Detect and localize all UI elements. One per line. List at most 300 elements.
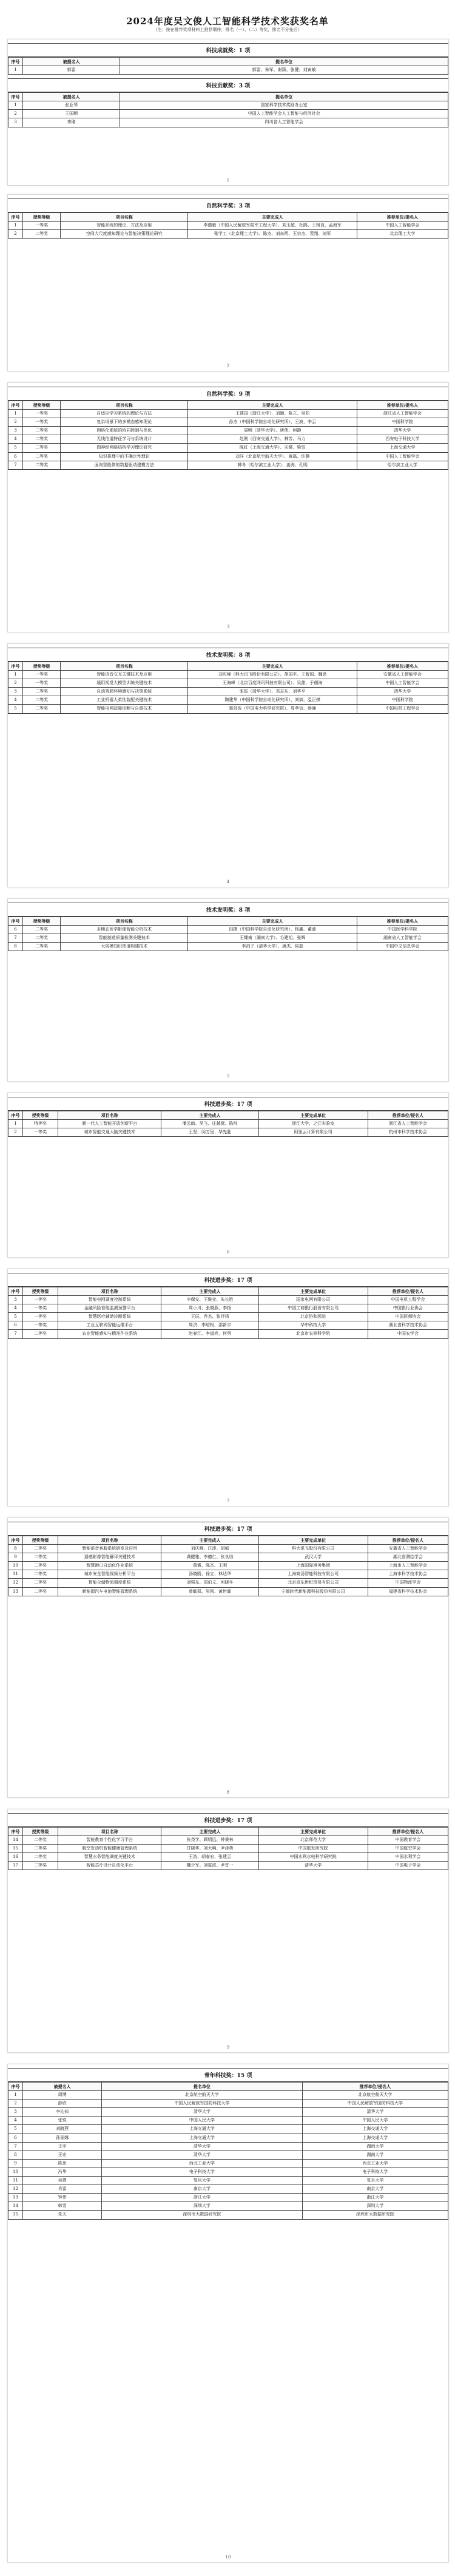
table-cell: 一等奖 [23, 671, 61, 679]
award-table [8, 1536, 448, 1596]
table-row [8, 2168, 448, 2176]
table-cell: 肖雷 [23, 2185, 102, 2194]
table-row [8, 1296, 448, 1304]
table-header-row [8, 917, 448, 926]
table-cell: 15 [8, 1845, 23, 1853]
table-cell: 陈思 [23, 2159, 102, 2168]
table-row [8, 1128, 448, 1137]
table-cell: 中国电机工程学会 [368, 1296, 448, 1304]
column-header: 序号 [8, 1828, 23, 1836]
table-cell: 赵春江、李道亮、何勇 [161, 1330, 258, 1338]
section-title: 科技进步奖：17 项 [8, 1813, 448, 1827]
award-table [8, 57, 448, 75]
column-header: 提名单位 [120, 58, 448, 66]
table-row [8, 230, 448, 239]
document-title: 2024年度吴文俊人工智能科学技术奖获奖名单 [126, 16, 329, 27]
table-header-row [8, 1287, 448, 1296]
column-header: 主要完成单位 [258, 1111, 368, 1120]
document-page [7, 382, 449, 632]
table-cell: 工业互联网智能运维平台 [58, 1321, 161, 1330]
table-cell: 1 [8, 66, 23, 75]
table-cell: 大规模知识图谱构建技术 [61, 943, 188, 951]
table-row [8, 222, 448, 230]
section-title: 青年科技奖：15 项 [8, 2068, 448, 2082]
page-number: 2 [226, 364, 230, 368]
table-cell: 周济、李培根、邵新宇 [161, 1321, 258, 1330]
document-page [7, 1093, 449, 1258]
table-cell: 王辰、乔杰、张抒扬 [161, 1313, 258, 1321]
table-cell: 4 [8, 2117, 23, 2125]
table-cell: 智能语音交互关键技术及应用 [61, 671, 188, 679]
table-cell: 刘庆峰、江涛、胡郁 [161, 1545, 258, 1553]
table-cell: 中国电机工程学会 [357, 705, 448, 713]
table-cell: 杭州市科学技术协会 [368, 1128, 448, 1137]
table-cell: 面向智能体的数据驱动建模方法 [61, 461, 188, 469]
table-cell: 北京京东世纪贸易有限公司 [258, 1579, 368, 1587]
table-cell: 5 [8, 2125, 23, 2134]
table-row [8, 2159, 448, 2168]
table-cell: 清华大学 [258, 1862, 368, 1870]
table-cell: 上海国际港务集团 [258, 1562, 368, 1570]
award-table [8, 2082, 448, 2220]
table-cell: 一等奖 [23, 1296, 58, 1304]
table-cell: 二等奖 [23, 444, 61, 452]
table-cell: 14 [8, 2202, 23, 2211]
column-header: 序号 [8, 58, 23, 66]
table-cell: 四川省人工智能学会 [120, 118, 448, 127]
column-header: 序号 [8, 2083, 23, 2091]
table-cell: 湖南大学 [302, 2142, 448, 2151]
table-cell: 知识推理中的不确定性理论 [61, 452, 188, 461]
table-cell: 5 [8, 444, 23, 452]
table-cell: 2 [8, 679, 23, 688]
table-cell: 钟伟 [23, 2194, 102, 2202]
table-row [8, 444, 448, 452]
table-cell: 6 [8, 1321, 23, 1330]
table-cell: 智能芯片设计自动化平台 [58, 1862, 161, 1870]
table-cell: 7 [8, 1330, 23, 1338]
table-cell: 二等奖 [23, 1545, 58, 1553]
table-cell: 5 [8, 705, 23, 713]
table-cell: 二等奖 [23, 1845, 58, 1853]
table-header-row [8, 1828, 448, 1836]
award-table [8, 1827, 448, 1870]
column-header: 主要完成人 [188, 662, 357, 671]
award-table [8, 212, 448, 239]
table-cell: 安徽省人工智能学会 [357, 671, 448, 679]
table-cell: 中国电子学会 [368, 1862, 448, 1870]
table-cell: 刘庆峰（科大讯飞股份有限公司）、胡国平、王智国、魏思 [188, 671, 357, 679]
table-cell: 3 [8, 2108, 23, 2117]
table-row [8, 926, 448, 934]
table-row [8, 2177, 448, 2185]
table-cell: 国家电网有限公司 [258, 1296, 368, 1304]
table-cell: 4 [8, 696, 23, 705]
table-cell: 特等奖 [23, 1120, 58, 1128]
table-cell: 中国水利水电科学研究院 [258, 1853, 368, 1862]
table-cell: 网络化系统的协同控制与优化 [61, 427, 188, 435]
table-cell: 中国教育学会 [368, 1836, 448, 1845]
table-cell: 二等奖 [23, 1853, 58, 1862]
table-cell: 刘晓燕 [23, 2125, 102, 2134]
table-row [8, 66, 448, 75]
table-cell: 2 [8, 2100, 23, 2108]
column-header: 主要完成人 [161, 1111, 258, 1120]
table-cell: 5 [8, 1313, 23, 1321]
table-cell: 张学工（北京理工大学）、陈杰、刘东明、王宗杰、裴翔、刘军 [188, 230, 357, 239]
column-header: 推荐单位/提名人 [368, 1828, 448, 1836]
column-header: 序号 [8, 1287, 23, 1296]
table-row [8, 2194, 448, 2202]
document-page [7, 1809, 449, 2053]
table-cell: 多模态医学影像智能分析技术 [61, 926, 188, 934]
column-header: 序号 [8, 1536, 23, 1545]
table-cell: 中国农学会 [368, 1330, 448, 1338]
table-cell: 8 [8, 1545, 23, 1553]
table-cell: 王浩、胡春宏、张建云 [161, 1853, 258, 1862]
table-cell: 通用视觉大模型训练关键技术 [61, 679, 188, 688]
table-row [8, 1545, 448, 1553]
table-cell: 自动驾驶环境感知与决策系统 [61, 688, 188, 696]
section-title: 科技进步奖：17 项 [8, 1522, 448, 1536]
table-cell: 10 [8, 2168, 23, 2176]
table-cell: 浙江省人工智能学会 [357, 410, 448, 418]
table-cell: 张尧学、顾明远、钟秉林 [161, 1836, 258, 1845]
award-table [8, 917, 448, 951]
table-cell: 中国医师协会 [368, 1313, 448, 1321]
table-cell: 武汉大学 [258, 1553, 368, 1562]
column-header: 提名单位 [102, 2083, 302, 2091]
table-cell: 深圳市大数据研究院 [102, 2211, 302, 2219]
column-header: 推荐单位/提名人 [357, 213, 448, 222]
table-cell: 甘晓华、刘大响、尹泽勇 [161, 1845, 258, 1853]
table-cell: 北京理工大学 [357, 230, 448, 239]
table-cell: 电子科技大学 [302, 2168, 448, 2176]
table-cell: 复杂场景下的多模态感知理论 [61, 418, 188, 427]
table-cell: 新能源汽车电池智能管理系统 [58, 1587, 161, 1596]
document-page [7, 1517, 449, 1798]
table-cell: 1 [8, 671, 23, 679]
column-header: 项目名称 [61, 917, 188, 926]
table-cell: 智能教育个性化学习平台 [58, 1836, 161, 1845]
table-header-row [8, 213, 448, 222]
column-header: 提名单位 [120, 93, 448, 101]
page-number: 9 [226, 2045, 230, 2050]
table-cell: 一等奖 [23, 1128, 58, 1137]
table-header-row [8, 662, 448, 671]
table-cell: 周小川、张晓燕、李扬 [161, 1304, 258, 1313]
table-cell: 二等奖 [23, 705, 61, 713]
table-cell: 智慧港口自动化作业系统 [58, 1562, 161, 1570]
table-cell: 辛保安、王继业、朱长胜 [161, 1296, 258, 1304]
document-page [7, 2064, 449, 2563]
table-cell: 北京市农林科学院 [258, 1330, 368, 1338]
table-cell: 汤晓鸥、徐立、林达华 [161, 1570, 258, 1579]
table-cell: 6 [8, 452, 23, 461]
table-row [8, 101, 448, 110]
table-cell: 深圳市大数据研究院 [302, 2211, 448, 2219]
table-row [8, 2134, 448, 2142]
table-cell: 上海交通大学 [102, 2134, 302, 2142]
section-title: 自然科学奖：3 项 [8, 198, 448, 212]
table-row [8, 118, 448, 127]
table-cell: 上海市人工智能学会 [368, 1562, 448, 1570]
table-cell: 湖南大学 [302, 2151, 448, 2159]
column-header: 授奖等级 [23, 1287, 58, 1296]
column-header: 推荐单位/提名人 [357, 662, 448, 671]
section-title: 自然科学奖：9 项 [8, 387, 448, 401]
table-cell: 黄震、陈杰、王刚 [161, 1562, 258, 1570]
table-cell: 陈红（上海交通大学）、宋健、梁雪 [188, 444, 357, 452]
table-cell: 中国航空学会 [368, 1845, 448, 1853]
table-cell: 一等奖 [23, 222, 61, 230]
table-cell: 14 [8, 1836, 23, 1845]
table-header-row [8, 1536, 448, 1545]
table-cell: 1 [8, 1120, 23, 1128]
table-cell: 北京航空航天大学 [302, 2091, 448, 2100]
section-title: 科技贡献奖：3 项 [8, 78, 448, 92]
table-cell: 上海市科学技术协会 [368, 1570, 448, 1579]
table-cell: 中国中文信息学会 [357, 943, 448, 951]
award-table [8, 92, 448, 127]
table-cell: 城市智能交通大脑关键技术 [58, 1128, 161, 1137]
table-cell: 11 [8, 1570, 23, 1579]
column-header: 授奖等级 [23, 213, 61, 222]
column-header: 推荐单位/提名人 [302, 2083, 448, 2091]
table-cell: 智能系统的理论、方法及应用 [61, 222, 188, 230]
column-header: 序号 [8, 401, 23, 410]
table-cell: 一等奖 [23, 1313, 58, 1321]
column-header: 项目名称 [61, 662, 188, 671]
table-cell: 1 [8, 2091, 23, 2100]
table-cell: 二等奖 [23, 1579, 58, 1587]
table-cell: 4 [8, 435, 23, 444]
table-cell: 二等奖 [23, 1330, 58, 1338]
table-row [8, 696, 448, 705]
document-subtitle: （注：按在推荐奖项材料上推荐顺序，排名（一）、（二）等奖，排名不分先后） [153, 27, 302, 32]
table-cell: 智能仓储物流调度系统 [58, 1579, 161, 1587]
table-cell: 刘洋（北京航空航天大学）、黄磊、许静 [188, 452, 357, 461]
table-row [8, 1862, 448, 1870]
table-cell: 田捷（中国科学院自动化研究所）、杨鑫、董迪 [188, 926, 357, 934]
table-cell: 自适应学习系统的理论与方法 [61, 410, 188, 418]
table-cell: 8 [8, 943, 23, 951]
table-cell: 15 [8, 2211, 23, 2219]
column-header: 主要完成人 [161, 1287, 258, 1296]
table-cell: 北京协和医院 [258, 1313, 368, 1321]
table-cell: 中国人民解放军国防科技大学 [102, 2100, 302, 2108]
table-cell: 1 [8, 222, 23, 230]
column-header: 序号 [8, 93, 23, 101]
table-cell: 王耀南（湖南大学）、毛建旭、张辉 [188, 934, 357, 943]
table-cell: 浙江大学、之江实验室 [258, 1120, 368, 1128]
table-cell: 二等奖 [23, 1553, 58, 1562]
table-cell: 中国人民大学 [102, 2117, 302, 2125]
document-page [7, 1269, 449, 1507]
table-cell: 福建省科学技术协会 [368, 1587, 448, 1596]
table-row [8, 1304, 448, 1313]
table-cell: 3 [8, 427, 23, 435]
table-cell: 复旦大学 [302, 2177, 448, 2185]
column-header: 被提名人 [23, 93, 120, 101]
table-cell: 12 [8, 2185, 23, 2194]
column-header: 项目名称 [61, 213, 188, 222]
table-cell: 清华大学 [102, 2151, 302, 2159]
table-cell: 中国科学院 [357, 418, 448, 427]
table-cell: 二等奖 [23, 427, 61, 435]
table-cell: 16 [8, 1853, 23, 1862]
table-cell: 曾毓群、吴凯、黄世霖 [161, 1587, 258, 1596]
table-cell: 中国人工智能学会人工智能与经济社会 [120, 110, 448, 118]
table-cell: 3 [8, 1296, 23, 1304]
table-cell: 深圳大学 [102, 2202, 302, 2211]
table-cell: 西北工业大学 [102, 2159, 302, 2168]
table-cell: 二等奖 [23, 696, 61, 705]
section-title: 技术发明奖：8 项 [8, 903, 448, 917]
column-header: 授奖等级 [23, 1111, 58, 1120]
column-header: 推荐单位/提名人 [368, 1287, 448, 1296]
table-row [8, 2211, 448, 2219]
table-cell: 中国水利学会 [368, 1853, 448, 1862]
table-cell: 王国顺 [23, 110, 120, 118]
table-cell: 王宏 [23, 2151, 102, 2159]
table-cell: 7 [8, 934, 23, 943]
table-row [8, 2117, 448, 2125]
table-cell: 国家科学技术奖励办公室 [120, 101, 448, 110]
table-cell: 4 [8, 1304, 23, 1313]
table-cell: 中国人工智能学会 [357, 452, 448, 461]
table-cell: 中国人民大学 [302, 2117, 448, 2125]
table-cell: 2 [8, 1128, 23, 1137]
table-cell: 清华大学 [102, 2142, 302, 2151]
table-cell: 中国医学科学院 [357, 926, 448, 934]
table-cell: 刘强东、周伯文、何晓冬 [161, 1579, 258, 1587]
table-cell: 阿里云计算有限公司 [258, 1128, 368, 1137]
page-number: 3 [226, 625, 230, 629]
column-header: 序号 [8, 1111, 23, 1120]
table-cell: 张锐 [23, 2117, 102, 2125]
table-row [8, 2091, 448, 2100]
column-header: 主要完成人 [188, 917, 357, 926]
table-cell: 11 [8, 2177, 23, 2185]
table-cell: 郭雷、朱军、谢颖、张健、刘寅敏 [120, 66, 448, 75]
table-cell: 新一代人工智能开放创新平台 [58, 1120, 161, 1128]
table-row [8, 461, 448, 469]
table-cell: 科大讯飞股份有限公司 [258, 1545, 368, 1553]
table-cell: 城市安全智能视频分析平台 [58, 1570, 161, 1579]
section-title: 科技进步奖：17 项 [8, 1097, 448, 1111]
table-cell: 二等奖 [23, 1562, 58, 1570]
table-header-row [8, 93, 448, 101]
table-cell: 空间大尺度感知理论与智能决策理论研究 [61, 230, 188, 239]
table-header-row [8, 1111, 448, 1120]
page-number: 10 [225, 2555, 231, 2560]
table-cell: 二等奖 [23, 934, 61, 943]
table-cell: 二等奖 [23, 461, 61, 469]
table-cell: 周博 [23, 2091, 102, 2100]
column-header: 项目名称 [61, 401, 188, 410]
page-number: 7 [226, 1499, 230, 1503]
table-cell: 二等奖 [23, 1836, 58, 1845]
page-number: 4 [226, 880, 230, 884]
column-header: 授奖等级 [23, 401, 61, 410]
table-cell: 西北工业大学 [302, 2159, 448, 2168]
table-cell: 中国银行业协会 [368, 1304, 448, 1313]
column-header: 序号 [8, 662, 23, 671]
column-header: 授奖等级 [23, 917, 61, 926]
table-cell: 南京大学 [302, 2185, 448, 2194]
table-cell: 朱天 [23, 2211, 102, 2219]
table-row [8, 1321, 448, 1330]
table-cell: 王坚、闵万里、华先胜 [161, 1128, 258, 1137]
table-cell: 2 [8, 110, 23, 118]
table-row [8, 418, 448, 427]
table-cell: 西安电子科技大学 [357, 435, 448, 444]
table-row [8, 1845, 448, 1853]
table-cell: 清华大学 [102, 2108, 302, 2117]
table-cell: 张钹（清华大学）、邓志东、刘华平 [188, 688, 357, 696]
table-cell: 智能电网调度控制系统 [58, 1296, 161, 1304]
document-page [7, 898, 449, 1082]
table-cell: 李沁茹 [23, 2108, 102, 2117]
column-header: 序号 [8, 213, 23, 222]
table-header-row [8, 58, 448, 66]
table-cell: 2 [8, 230, 23, 239]
table-cell: 龚健雅、李德仁、张良培 [161, 1553, 258, 1562]
table-cell: 湖北省科学技术协会 [368, 1321, 448, 1330]
column-header: 推荐单位/提名人 [368, 1111, 448, 1120]
table-row [8, 427, 448, 435]
table-cell: 电子科技大学 [102, 2168, 302, 2176]
award-table [8, 401, 448, 470]
table-cell: 哈尔滨工业大学 [357, 461, 448, 469]
table-cell: 安徽省人工智能学会 [368, 1545, 448, 1553]
table-cell: 上海交通大学 [357, 444, 448, 452]
table-cell: 清华大学 [357, 688, 448, 696]
table-cell: 二等奖 [23, 1587, 58, 1596]
table-cell: 1 [8, 410, 23, 418]
table-row [8, 688, 448, 696]
table-cell: 12 [8, 1579, 23, 1587]
table-cell: 孙杰（中国科学院自动化研究所）、王波、李云 [188, 418, 357, 427]
table-cell: 李德毅（中国人民解放军陆军工程大学）、刘玉超、杜鹃、王树良、孟海军 [188, 222, 357, 230]
table-cell: 遥感影像智能解译关键技术 [58, 1553, 161, 1562]
page-number: 8 [226, 1790, 230, 1795]
table-cell: 湖北省测绘学会 [368, 1553, 448, 1562]
table-cell: 浙江大学 [302, 2194, 448, 2202]
table-cell: 二等奖 [23, 435, 61, 444]
table-cell: 3 [8, 118, 23, 127]
table-row [8, 435, 448, 444]
table-cell: 1 [8, 101, 23, 110]
table-cell: 7 [8, 2142, 23, 2151]
section-title: 技术发明奖：8 项 [8, 648, 448, 662]
column-header: 主要完成人 [188, 401, 357, 410]
column-header: 项目名称 [58, 1287, 161, 1296]
column-header: 推荐单位/提名人 [357, 401, 448, 410]
table-cell: 上海交通大学 [302, 2134, 448, 2142]
table-row [8, 2202, 448, 2211]
table-row [8, 410, 448, 418]
table-cell: 清华大学 [357, 427, 448, 435]
table-cell: 韩雪 [23, 2202, 102, 2211]
table-cell: 清华大学 [302, 2108, 448, 2117]
table-cell: 图神经网络结构学习理论研究 [61, 444, 188, 452]
table-cell: 周明（清华大学）、唐伟、何静 [188, 427, 357, 435]
table-cell: 韩冬（哈尔滨工业大学）、姜涛、孔明 [188, 461, 357, 469]
table-cell: 北京航空航天大学 [102, 2091, 302, 2100]
table-cell: 北京师范大学 [258, 1836, 368, 1845]
